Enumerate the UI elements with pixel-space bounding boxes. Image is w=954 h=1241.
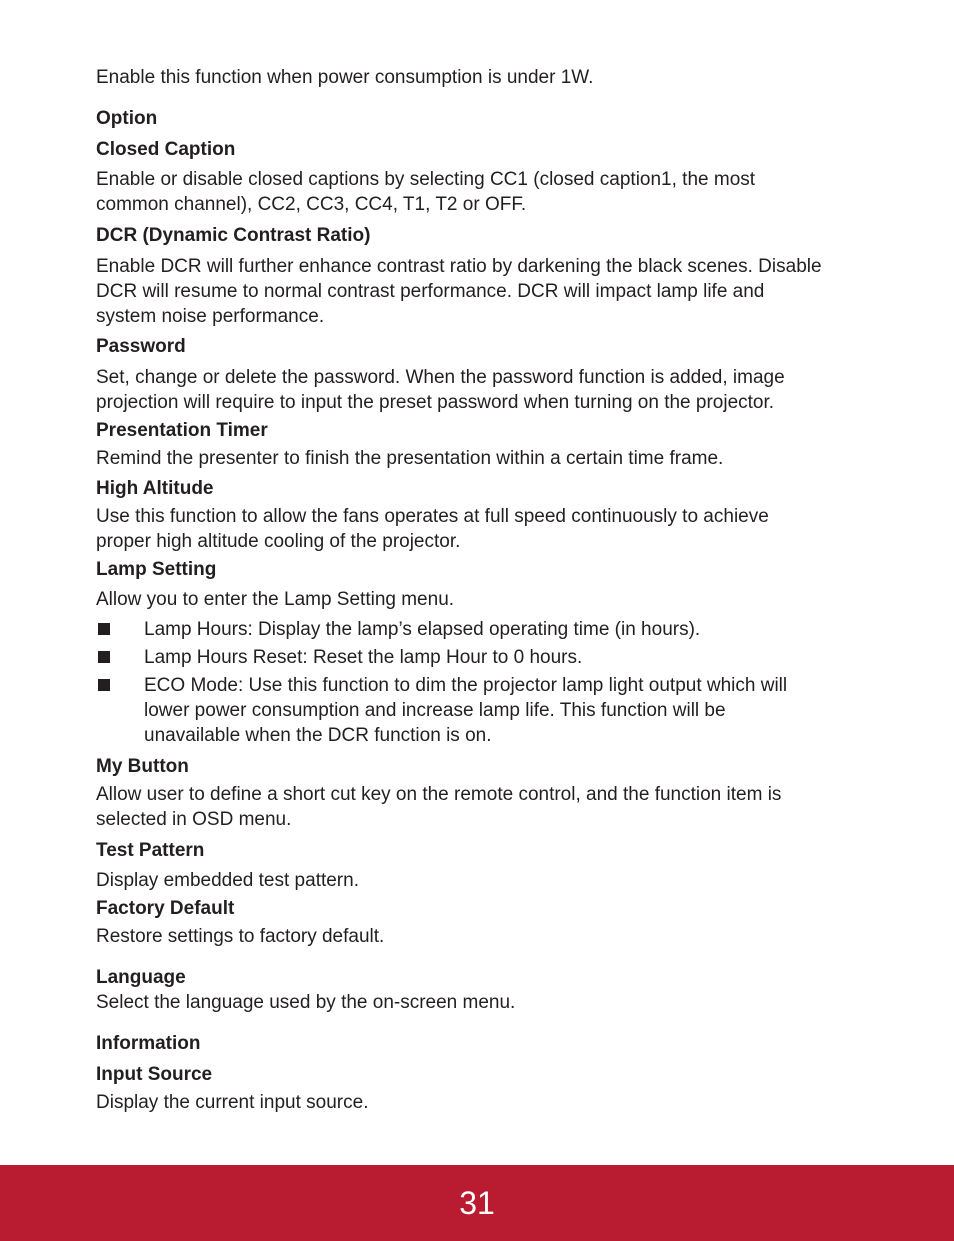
bullet-square-icon <box>98 679 110 691</box>
test-pattern-heading: Test Pattern <box>96 840 205 861</box>
factory-default-line: Restore settings to factory default. <box>96 926 385 947</box>
lamp-setting-heading: Lamp Setting <box>96 559 217 580</box>
intro-text: Enable this function when power consumption is under 1W. <box>96 67 594 88</box>
language-line: Select the language used by the on-screen menu. <box>96 992 516 1013</box>
dcr-heading: DCR (Dynamic Contrast Ratio) <box>96 225 371 246</box>
bullet-text: lower power consumption and increase lamp life. This function will be <box>144 700 726 721</box>
factory-default-heading: Factory Default <box>96 898 235 919</box>
page-number: 31 <box>459 1184 495 1221</box>
presentation-timer-line: Remind the presenter to finish the presentation within a certain time frame. <box>96 448 724 469</box>
bullet-square-icon <box>98 651 110 663</box>
password-heading: Password <box>96 336 186 357</box>
my-button-heading: My Button <box>96 756 189 777</box>
closed-caption-line: Enable or disable closed captions by selecting CC1 (closed caption1, the most <box>96 169 756 190</box>
high-altitude-line: proper high altitude cooling of the projector. <box>96 531 461 552</box>
password-line: Set, change or delete the password. When the password function is added, image <box>96 367 785 388</box>
bullet-text: ECO Mode: Use this function to dim the projector lamp light output which will <box>144 675 788 696</box>
test-pattern-line: Display embedded test pattern. <box>96 870 359 891</box>
dcr-line: Enable DCR will further enhance contrast ratio by darkening the black scenes. Disable <box>96 256 822 277</box>
closed-caption-line: common channel), CC2, CC3, CC4, T1, T2 or OFF. <box>96 194 527 215</box>
my-button-line: selected in OSD menu. <box>96 809 292 830</box>
input-source-heading: Input Source <box>96 1064 213 1085</box>
bullet-square-icon <box>98 623 110 635</box>
lamp-setting-line: Allow you to enter the Lamp Setting menu. <box>96 589 455 610</box>
dcr-line: system noise performance. <box>96 306 325 327</box>
high-altitude-heading: High Altitude <box>96 478 214 499</box>
high-altitude-line: Use this function to allow the fans operates at full speed continuously to achieve <box>96 506 769 527</box>
bullet-text: Lamp Hours Reset: Reset the lamp Hour to 0 hours. <box>144 647 583 668</box>
language-heading: Language <box>96 967 186 988</box>
my-button-line: Allow user to define a short cut key on the remote control, and the function item is <box>96 784 782 805</box>
information-heading: Information <box>96 1033 201 1054</box>
closed-caption-heading: Closed Caption <box>96 139 236 160</box>
input-source-line: Display the current input source. <box>96 1092 369 1113</box>
bullet-text: unavailable when the DCR function is on. <box>144 725 492 746</box>
bullet-text: Lamp Hours: Display the lamp’s elapsed operating time (in hours). <box>144 619 701 640</box>
option-heading: Option <box>96 108 158 129</box>
presentation-timer-heading: Presentation Timer <box>96 420 268 441</box>
password-line: projection will require to input the preset password when turning on the projector. <box>96 392 775 413</box>
dcr-line: DCR will resume to normal contrast performance. DCR will impact lamp life and <box>96 281 765 302</box>
page-footer <box>0 1165 954 1241</box>
